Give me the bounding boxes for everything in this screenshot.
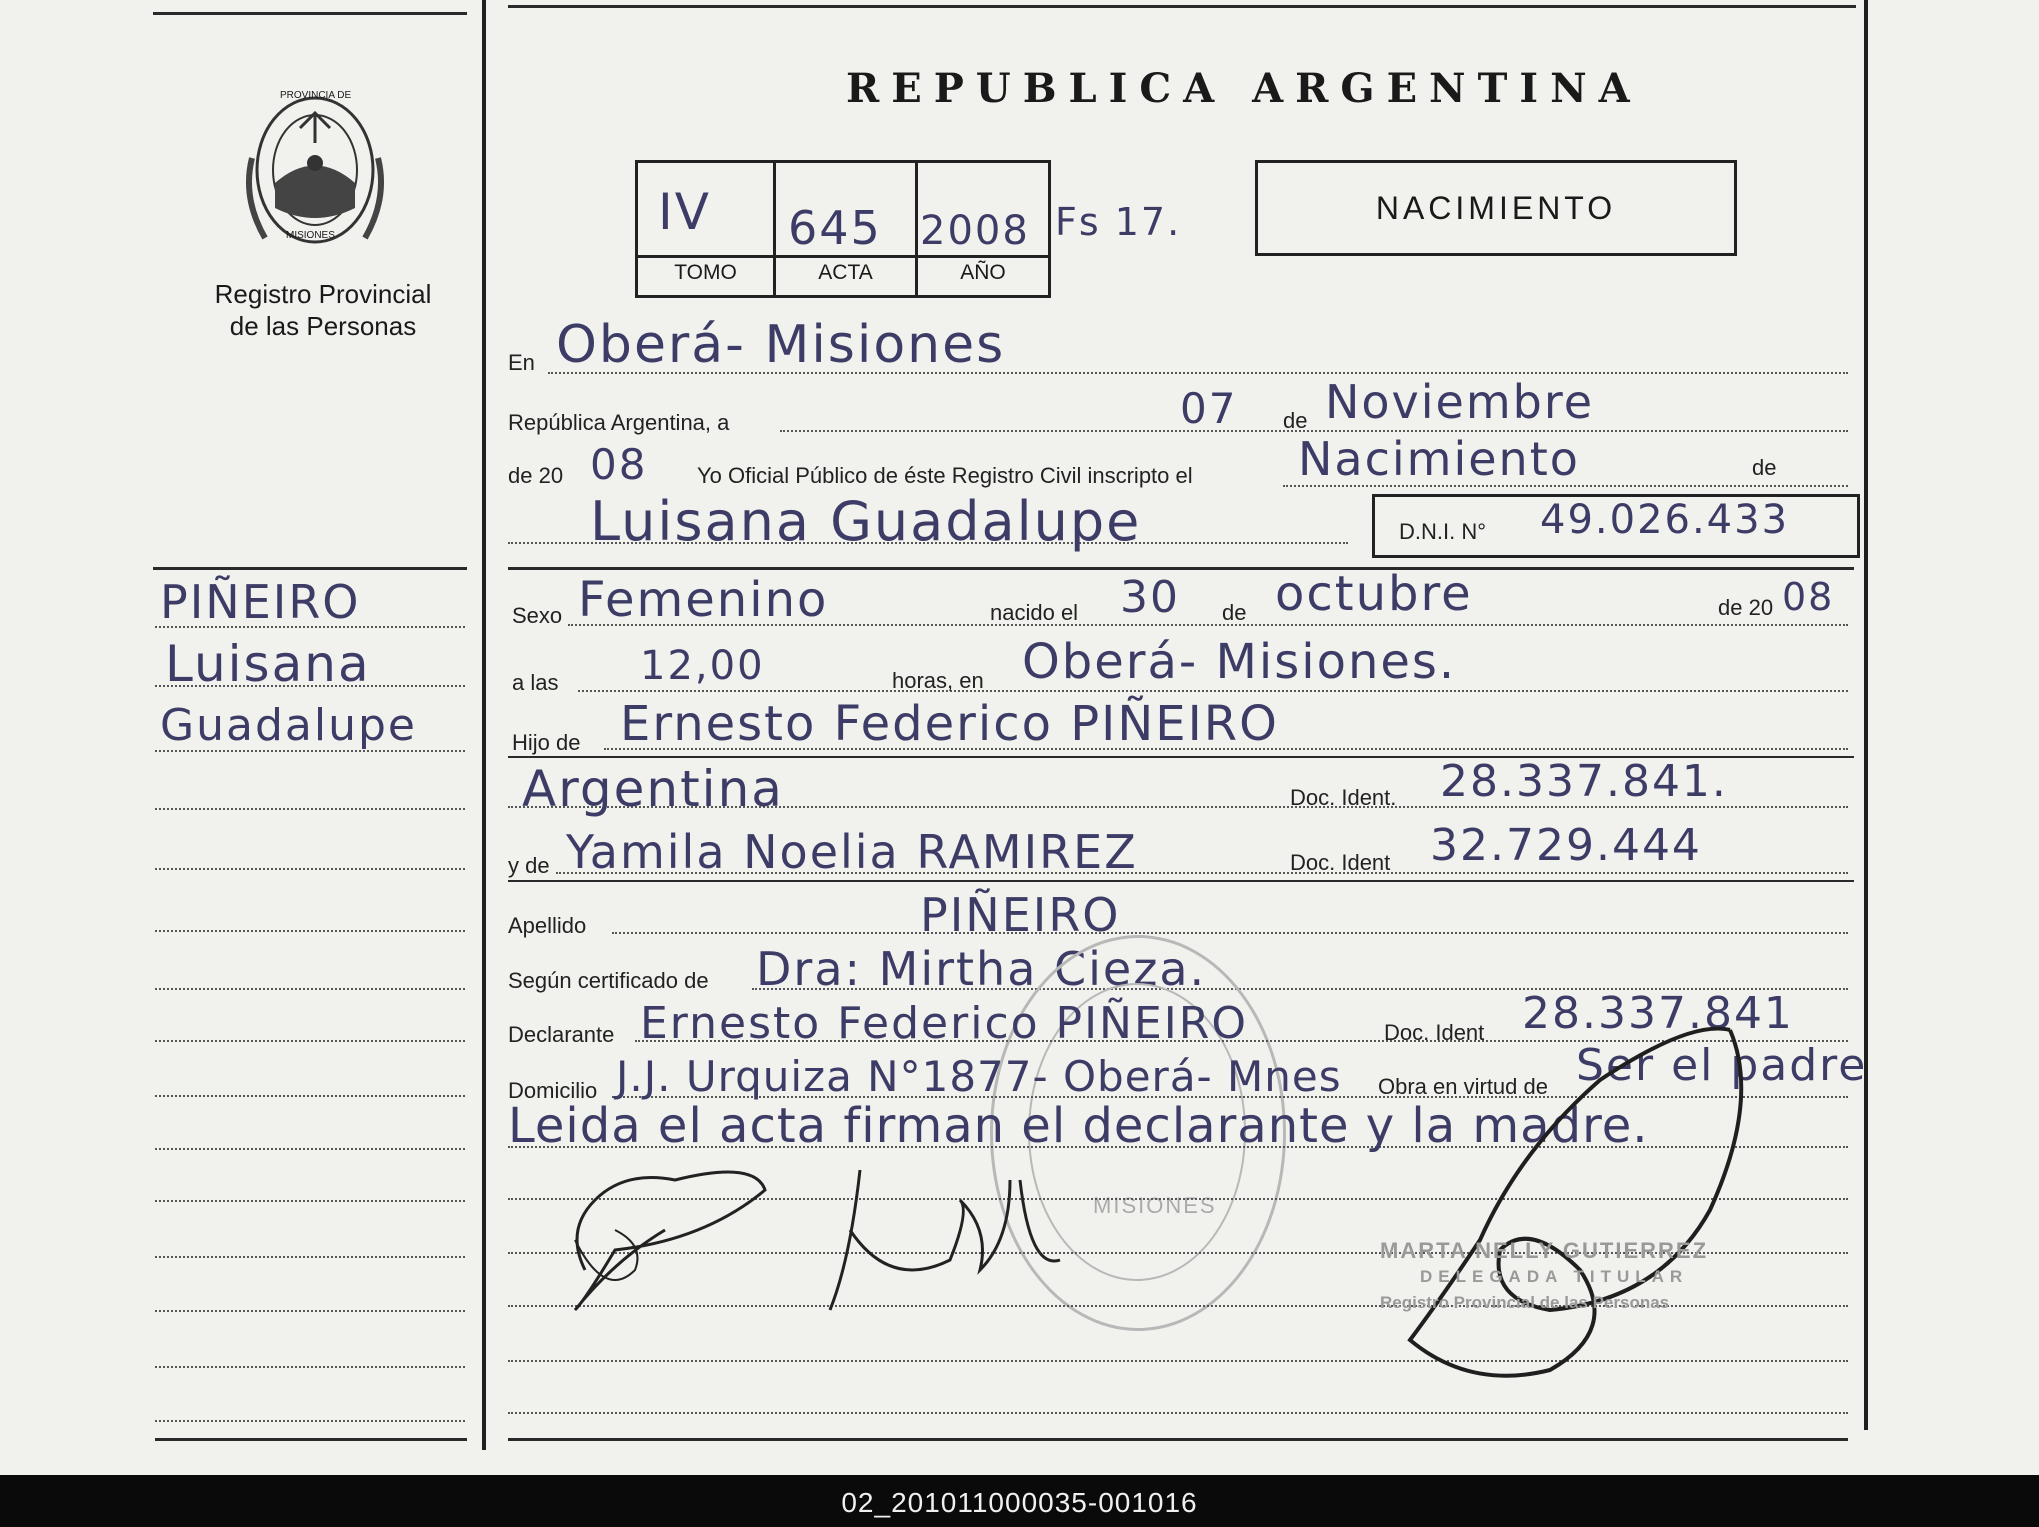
field-madre-doc: 32.729.444	[1430, 820, 1702, 871]
label-hijo-de: Hijo de	[512, 730, 581, 755]
field-madre: Yamila Noelia RAMIREZ	[566, 825, 1138, 879]
stamp-name: MARTA NELLY GUTIERREZ	[1380, 1238, 1709, 1263]
official-stamp	[1380, 1238, 1708, 1316]
field-anio-sufijo: 08	[590, 440, 648, 489]
field-declarante: Ernesto Federico PIÑEIRO	[640, 998, 1248, 1049]
field-nac-anio: 08	[1782, 575, 1835, 619]
label-a-las: a las	[512, 670, 559, 695]
label-republica: República Argentina, a	[508, 410, 730, 435]
margin-surname: PIÑEIRO	[160, 575, 361, 629]
stamp-office: Registro Provincial de las Personas	[1380, 1293, 1670, 1312]
signature-madre	[810, 1150, 1070, 1320]
label-domicilio: Domicilio	[508, 1078, 598, 1103]
field-cierre: Leida el acta firman el declarante y la madre.	[508, 1098, 1649, 1154]
field-nac-mes: octubre	[1275, 566, 1473, 622]
agency-line-1: Registro Provincial	[214, 279, 432, 309]
stamp-title: DELEGADA TITULAR	[1420, 1267, 1689, 1286]
emblem-top-text: PROVINCIA DE	[280, 90, 352, 101]
record-type-box	[1255, 160, 1737, 256]
label-doc-ident-madre: Doc. Ident	[1290, 850, 1391, 875]
acta-label: ACTA	[818, 261, 873, 284]
top-rule-right	[508, 5, 1856, 8]
label-nacido-el: nacido el	[990, 600, 1079, 625]
label-declarante: Declarante	[508, 1022, 615, 1047]
label-de-acto: de	[1752, 455, 1777, 480]
label-y-de: y de	[508, 853, 550, 878]
field-sexo: Femenino	[578, 572, 829, 628]
top-rule-left	[153, 12, 467, 15]
field-medico: Dra: Mirtha Cieza.	[756, 942, 1207, 996]
field-lugar-nac: Oberá- Misiones.	[1022, 634, 1457, 690]
label-obra: Obra en virtud de	[1378, 1074, 1548, 1099]
ano-label: AÑO	[960, 261, 1006, 284]
field-dni: 49.026.433	[1540, 497, 1790, 543]
seal-text: MISIONES	[1093, 1193, 1217, 1218]
dni-box	[1372, 494, 1860, 558]
field-padre-doc: 28.337.841.	[1440, 756, 1728, 807]
label-en: En	[508, 350, 535, 375]
signature-declarante	[555, 1150, 815, 1320]
label-segun: Según certificado de	[508, 968, 709, 993]
emblem-bottom-text: MISIONES	[286, 230, 335, 241]
label-de: de	[1283, 408, 1308, 433]
signature-oficial	[1380, 1020, 1780, 1400]
label-de-20: de 20	[508, 463, 564, 488]
record-type: NACIMIENTO	[1375, 190, 1617, 226]
label-oficial: Yo Oficial Público de éste Registro Civil inscripto el	[697, 463, 1193, 488]
ano-value: 2008	[920, 208, 1030, 254]
document-title: REPUBLICA ARGENTINA	[846, 65, 1642, 112]
field-acto: Nacimiento	[1298, 432, 1580, 486]
provincial-emblem	[240, 88, 390, 253]
label-doc-ident-declarante: Doc. Ident	[1384, 1020, 1485, 1045]
field-hora: 12,00	[640, 643, 765, 689]
label-horas-en: horas, en	[892, 668, 984, 693]
margin-name2: Guadalupe	[160, 700, 417, 751]
label-doc-ident: Doc. Ident.	[1290, 785, 1397, 810]
label-nac-de: de	[1222, 600, 1247, 625]
folio: Fs 17.	[1055, 200, 1182, 244]
field-declarante-doc: 28.337.841	[1522, 988, 1794, 1039]
field-domicilio: J.J. Urquiza N°1877- Oberá- Mnes	[616, 1052, 1342, 1101]
right-border	[1864, 0, 1868, 1430]
field-mes: Noviembre	[1325, 375, 1595, 429]
agency-line-2: de las Personas	[229, 311, 417, 341]
field-lugar: Oberá- Misiones	[556, 315, 1006, 375]
field-nombre: Luisana Guadalupe	[590, 490, 1142, 553]
label-dni: D.N.I. N°	[1399, 519, 1487, 544]
field-obra: Ser el padre	[1576, 1040, 1868, 1091]
field-nac-dia: 30	[1120, 572, 1180, 623]
agency-name	[178, 278, 468, 342]
field-padre-nac: Argentina	[522, 760, 784, 818]
record-number-box	[635, 160, 1051, 298]
image-id-caption: 02_201011000035-001016	[841, 1487, 1198, 1518]
tomo-value: IV	[658, 183, 711, 241]
label-apellido: Apellido	[508, 913, 587, 938]
tomo-label: TOMO	[674, 261, 737, 284]
label-sexo: Sexo	[512, 603, 563, 628]
margin-divider	[482, 0, 486, 1450]
margin-name1: Luisana	[165, 635, 371, 693]
acta-value: 645	[788, 201, 882, 255]
field-padre: Ernesto Federico PIÑEIRO	[620, 696, 1279, 752]
field-dia: 07	[1180, 384, 1238, 433]
field-apellido: PIÑEIRO	[920, 888, 1121, 942]
label-de-200: de 20	[1718, 595, 1774, 620]
